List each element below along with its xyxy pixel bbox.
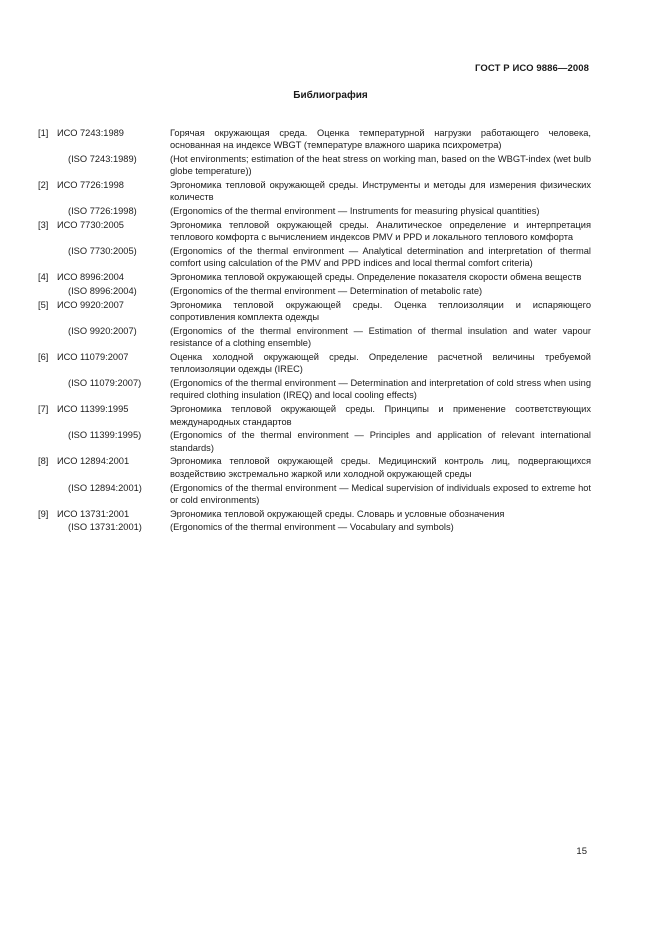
bib-entry-ru-row xyxy=(38,219,591,244)
bib-entry-ru-row xyxy=(38,403,591,428)
bib-code-en: (ISO 7243:1989) xyxy=(68,154,137,165)
bib-text-en: (Ergonomics of the thermal environment — Determination and interpretation of cold stress when using required clothing insulation (IREQ) and local cooling effects) xyxy=(170,378,591,401)
bib-text-ru: Эргономика тепловой окружающей среды. Оценка теплоизоляции и испаряющего сопротивления комплекта одежды xyxy=(170,299,591,323)
bib-code-ru: ИСО 7730:2005 xyxy=(57,220,124,231)
bib-ref-number: [9] xyxy=(38,508,49,519)
bib-entry-ru-row xyxy=(38,455,591,480)
bib-entry-en-row xyxy=(38,153,591,178)
bib-text-ru: Эргономика тепловой окружающей среды. Аналитическое определение и интерпретация теплового комфорта с вычислением индексов PMV и PPD и локального теплового комфорта xyxy=(170,220,591,243)
bib-code-en: (ISO 7726:1998) xyxy=(68,206,137,217)
bib-text-ru: Горячая окружающая среда. Оценка температурной нагрузки работающего человека, основанная на индексе WBGT (температуре влажного шарика психрометра) xyxy=(170,128,591,151)
bib-entry-en-row xyxy=(38,245,591,270)
bib-code-en: (ISO 9920:2007) xyxy=(68,325,137,336)
bib-code-ru: ИСО 11079:2007 xyxy=(57,352,129,363)
document-code-header: ГОСТ Р ИСО 9886—2008 xyxy=(475,63,589,74)
bib-entry-ru-row xyxy=(38,299,591,324)
bib-code-en: (ISO 12894:2001) xyxy=(68,482,142,493)
bibliography-list xyxy=(38,127,591,535)
bib-code-ru: ИСО 9920:2007 xyxy=(57,299,124,310)
bib-ref-number: [4] xyxy=(38,272,49,283)
bib-ref-number: [7] xyxy=(38,404,49,415)
bib-ref-spacer xyxy=(38,521,57,533)
bib-ref-spacer xyxy=(38,285,57,297)
bib-code-ru: ИСО 8996:2004 xyxy=(57,272,124,283)
bib-entry-en-row xyxy=(38,482,591,507)
bib-ref-spacer xyxy=(38,205,57,217)
bib-code-en: (ISO 13731:2001) xyxy=(68,522,142,533)
bib-text-ru: Эргономика тепловой окружающей среды. Медицинский контроль лиц, подвергающихся воздействию экстремально жаркой или холодной окружающей среды xyxy=(170,456,591,479)
bib-text-ru: Оценка холодной окружающей среды. Определение расчетной величины требуемой теплоизоляции одежды (IREC) xyxy=(170,352,591,375)
bib-code-en: (ISO 7730:2005) xyxy=(68,246,137,257)
bib-code-ru: ИСО 13731:2001 xyxy=(57,508,130,519)
bib-code-ru: ИСО 11399:1995 xyxy=(57,404,129,415)
bib-text-en: (Ergonomics of the thermal environment — Vocabulary and symbols) xyxy=(170,522,454,533)
bib-code-en: (ISO 11079:2007) xyxy=(68,378,142,389)
bib-ref-number: [1] xyxy=(38,128,49,138)
bib-ref-number: [3] xyxy=(38,220,49,231)
bib-code-ru: ИСО 7726:1998 xyxy=(57,180,124,191)
bib-ref-spacer xyxy=(38,377,57,402)
bib-code-ru: ИСО 12894:2001 xyxy=(57,456,130,467)
bib-entry-en-row xyxy=(38,429,591,454)
bib-entry-en-row xyxy=(38,325,591,350)
bib-entry-en-row xyxy=(38,205,591,217)
bib-entry-ru-row xyxy=(38,127,591,152)
bib-ref-number: [5] xyxy=(38,299,49,310)
bib-ref-spacer xyxy=(38,482,57,507)
bib-ref-spacer xyxy=(38,429,57,454)
bib-ref-number: [2] xyxy=(38,180,49,191)
bib-entry-ru-row xyxy=(38,508,591,520)
bib-text-en: (Hot environments; estimation of the heat stress on working man, based on the WBGT-index (wet bulb globe temperature)) xyxy=(170,154,591,177)
bib-text-en: (Ergonomics of the thermal environment — Analytical determination and interpretation of thermal comfort using calculation of the PMV and PPD indices and local thermal comfort criteria) xyxy=(170,246,591,269)
bib-ref-spacer xyxy=(38,153,57,178)
bib-text-ru: Эргономика тепловой окружающей среды. Принципы и применение соответствующих международных стандартов xyxy=(170,404,591,427)
bib-code-en: (ISO 8996:2004) xyxy=(68,286,137,297)
bib-ref-number: [6] xyxy=(38,352,49,363)
bib-text-en: (Ergonomics of the thermal environment — Medical supervision of individuals exposed to extreme hot or cold environments) xyxy=(170,482,591,505)
bib-ref-spacer xyxy=(38,325,57,350)
page-number: 15 xyxy=(576,846,587,857)
bib-text-ru: Эргономика тепловой окружающей среды. Определение показателя скорости обмена веществ xyxy=(170,272,582,283)
bib-text-en: (Ergonomics of the thermal environment — Principles and application of relevant international standards) xyxy=(170,430,591,453)
bib-text-en: (Ergonomics of the thermal environment — Determination of metabolic rate) xyxy=(170,286,483,297)
bib-entry-ru-row xyxy=(38,179,591,204)
bib-entry-en-row xyxy=(38,285,591,297)
bib-text-en: (Ergonomics of the thermal environment — Instruments for measuring physical quantities) xyxy=(170,206,540,217)
bib-text-en: (Ergonomics of the thermal environment — Estimation of thermal insulation and water vapour resistance of a clothing ensemble) xyxy=(170,325,591,349)
bib-text-ru: Эргономика тепловой окружающей среды. Инструменты и методы для измерения физических количеств xyxy=(170,180,591,203)
bib-entry-ru-row xyxy=(38,271,591,283)
bib-ref-number: [8] xyxy=(38,456,49,467)
bib-ref-spacer xyxy=(38,245,57,270)
bib-code-en: (ISO 11399:1995) xyxy=(68,430,142,441)
bib-text-ru: Эргономика тепловой окружающей среды. Словарь и условные обозначения xyxy=(170,508,505,519)
bib-entry-ru-row xyxy=(38,351,591,376)
bib-entry-en-row xyxy=(38,377,591,402)
bib-entry-en-row xyxy=(38,521,591,533)
bib-code-ru: ИСО 7243:1989 xyxy=(57,128,124,138)
page-title: Библиография xyxy=(293,90,368,101)
